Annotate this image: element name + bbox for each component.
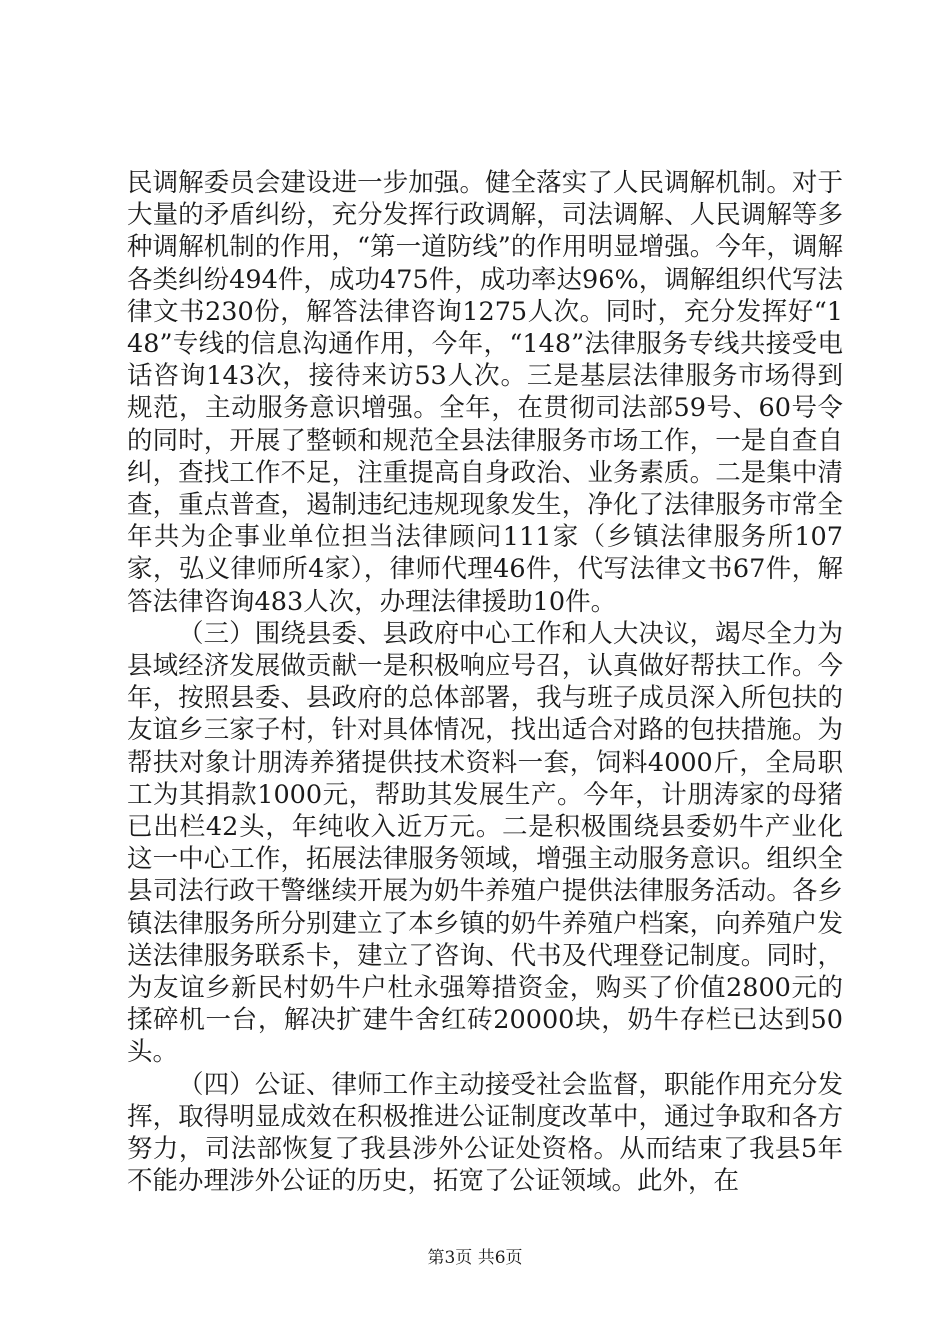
- paragraph-section-three: （三）围绕县委、县政府中心工作和人大决议，竭尽全力为县域经济发展做贡献一是积极响应号召，认真做好帮扶工作。今年，按照县委、县政府的总体部署，我与班子成员深入所包扶的友谊乡三家子村，针对具体情况，找出适合对路的包扶措施。为帮扶对象计朋涛养猪提供技术资料一套，饲料4000斤，全局职工为其捐款1000元，帮助其发展生产。今年，计朋涛家的母猪已出栏42头，年纯收入近万元。二是积极围绕县委奶牛产业化这一中心工作，拓展法律服务领域，增强主动服务意识。组织全县司法行政干警继续开展为奶牛养殖户提供法律服务活动。各乡镇法律服务所分别建立了本乡镇的奶牛养殖户档案，向养殖户发送法律服务联系卡，建立了咨询、代书及代理登记制度。同时，为友谊乡新民村奶牛户杜永强筹措资金，购买了价值2800元的揉碎机一台，解决扩建牛舍红砖20000块，奶牛存栏已达到50头。: [127, 618, 843, 1068]
- page-footer: 第3页 共6页: [427, 1248, 523, 1268]
- paragraph-section-four: （四）公证、律师工作主动接受社会监督，职能作用充分发挥，取得明显成效在积极推进公证制度改革中，通过争取和各方努力，司法部恢复了我县涉外公证处资格。从而结束了我县5年不能办理涉外公证的历史，拓宽了公证领域。此外，在: [127, 1069, 843, 1197]
- document-body: [127, 167, 843, 1198]
- paragraph-mediation: 民调解委员会建设进一步加强。健全落实了人民调解机制。对于大量的矛盾纠纷，充分发挥行政调解，司法调解、人民调解等多种调解机制的作用，“第一道防线”的作用明显增强。今年，调解各类纠纷494件，成功475件，成功率达96%，调解组织代写法律文书230份，解答法律咨询1275人次。同时，充分发挥好“148”专线的信息沟通作用，今年，“148”法律服务专线共接受电话咨询143次，接待来访53人次。三是基层法律服务市场得到规范，主动服务意识增强。全年，在贯彻司法部59号、60号令的同时，开展了整顿和规范全县法律服务市场工作，一是自查自纠，查找工作不足，注重提高自身政治、业务素质。二是集中清查，重点普查，遏制违纪违规现象发生，净化了法律服务市常全年共为企事业单位担当法律顾问111家（乡镇法律服务所107家，弘义律师所4家），律师代理46件，代写法律文书67件，解答法律咨询483人次，办理法律援助10件。: [127, 168, 843, 617]
